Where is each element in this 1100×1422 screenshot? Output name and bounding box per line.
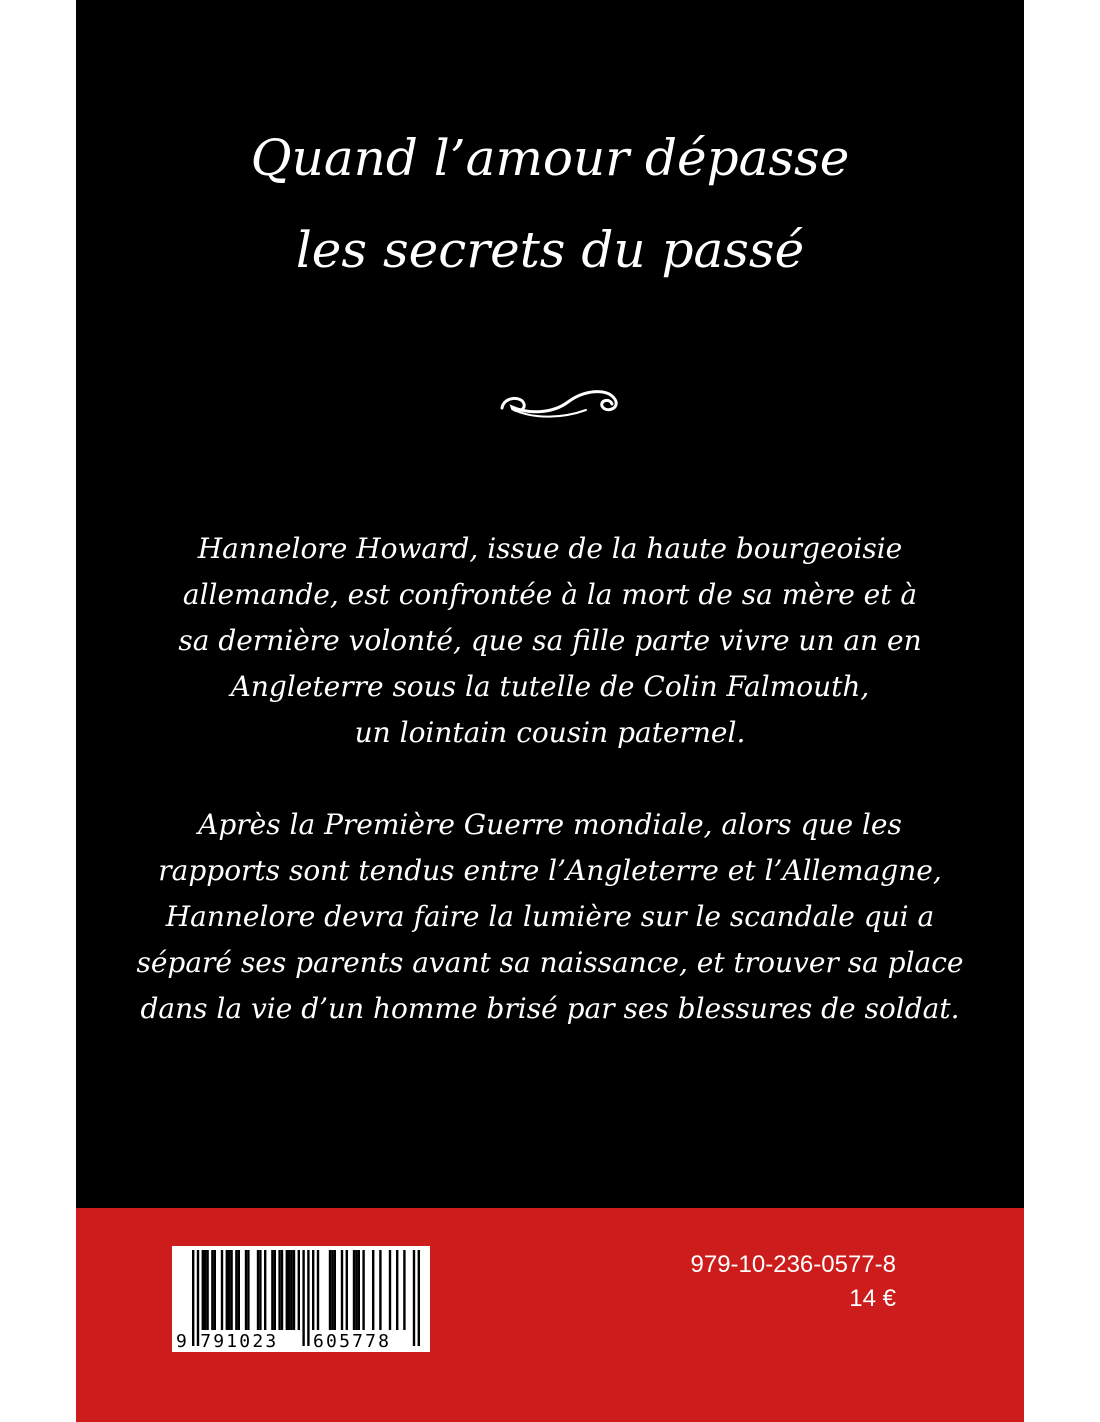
- barcode-bar: [230, 1250, 232, 1330]
- barcode-bar: [202, 1250, 204, 1330]
- barcode-bar: [307, 1250, 309, 1346]
- barcode: [172, 1246, 430, 1352]
- barcode-bar: [298, 1250, 300, 1330]
- blurb-paragraph-2: [116, 802, 984, 1032]
- barcode-bar: [418, 1250, 420, 1346]
- barcode-bar: [197, 1250, 199, 1346]
- barcode-bar: [238, 1250, 240, 1330]
- blurb-line: séparé ses parents avant sa naissance, et trouver sa place: [136, 946, 964, 979]
- tagline: [76, 112, 1024, 296]
- barcode-bar: [346, 1250, 348, 1330]
- barcode-bar: [247, 1250, 249, 1330]
- barcode-bar: [271, 1250, 273, 1330]
- barcode-bar: [281, 1250, 283, 1330]
- barcode-bar: [312, 1250, 314, 1330]
- barcode-bar: [334, 1250, 336, 1330]
- blurb-line: Angleterre sous la tutelle de Colin Falmouth,: [230, 670, 870, 703]
- barcode-bar: [257, 1250, 259, 1330]
- price: 14 €: [849, 1285, 896, 1312]
- blurb-line: Hannelore Howard, issue de la haute bourgeoisie: [197, 532, 903, 565]
- barcode-bar: [245, 1250, 247, 1330]
- barcode-bar: [396, 1250, 398, 1330]
- barcode-bar: [329, 1250, 331, 1330]
- tagline-line-2: les secrets du passé: [295, 221, 805, 279]
- tagline-line-1: Quand l’amour dépasse: [250, 129, 850, 187]
- barcode-image: [172, 1246, 430, 1352]
- book-back-cover: [76, 0, 1024, 1422]
- barcode-bar: [362, 1250, 364, 1330]
- barcode-bar: [379, 1250, 381, 1330]
- barcode-bar: [221, 1250, 223, 1330]
- blurb-line: Après la Première Guerre mondiale, alors que les: [198, 808, 902, 841]
- barcode-bar: [331, 1250, 333, 1330]
- flourish-icon: [494, 384, 630, 426]
- barcode-digits: 605778: [313, 1331, 392, 1352]
- barcode-bar: [226, 1250, 228, 1330]
- barcode-bar: [341, 1250, 343, 1330]
- barcode-bar: [286, 1250, 288, 1330]
- barcode-bar: [302, 1250, 304, 1346]
- barcode-bar: [403, 1250, 405, 1330]
- barcode-bar: [192, 1250, 194, 1346]
- barcode-bar: [413, 1250, 415, 1346]
- barcode-bar: [228, 1250, 230, 1330]
- barcode-bar: [355, 1250, 357, 1330]
- barcode-bar: [274, 1250, 276, 1330]
- barcode-bar: [278, 1250, 280, 1330]
- blurb-line: rapports sont tendus entre l’Angleterre et l’Allemagne,: [158, 854, 942, 887]
- blurb-paragraph-1: [116, 526, 984, 756]
- barcode-bar: [214, 1250, 216, 1330]
- barcode-bar: [211, 1250, 213, 1330]
- book-info: [496, 1248, 896, 1316]
- barcode-bar: [389, 1250, 391, 1330]
- barcode-bar: [288, 1250, 290, 1330]
- footer-band: [76, 1208, 1024, 1422]
- blurb-line: sa dernière volonté, que sa fille parte vivre un an en: [178, 624, 922, 657]
- blurb-line: dans la vie d’un homme brisé par ses blessures de soldat.: [140, 992, 960, 1025]
- barcode-bar: [206, 1250, 208, 1330]
- blurb-line: un lointain cousin paternel.: [354, 716, 746, 749]
- barcode-bar: [264, 1250, 266, 1330]
- isbn-number: 979-10-236-0577-8: [690, 1251, 896, 1278]
- barcode-digits: 791023: [200, 1331, 279, 1352]
- barcode-digits: 9: [176, 1331, 190, 1352]
- barcode-bar: [259, 1250, 261, 1330]
- barcode-bar: [293, 1250, 295, 1330]
- barcode-bar: [372, 1250, 374, 1330]
- blurb-line: Hannelore devra faire la lumière sur le scandale qui a: [165, 900, 935, 933]
- barcode-bar: [235, 1250, 237, 1330]
- barcode-bar: [358, 1250, 360, 1330]
- barcode-bar: [290, 1250, 292, 1330]
- barcode-bar: [353, 1250, 355, 1330]
- blurb-line: allemande, est confrontée à la mort de sa mère et à: [182, 578, 918, 611]
- barcode-bar: [317, 1250, 319, 1330]
- barcode-bar: [204, 1250, 206, 1330]
